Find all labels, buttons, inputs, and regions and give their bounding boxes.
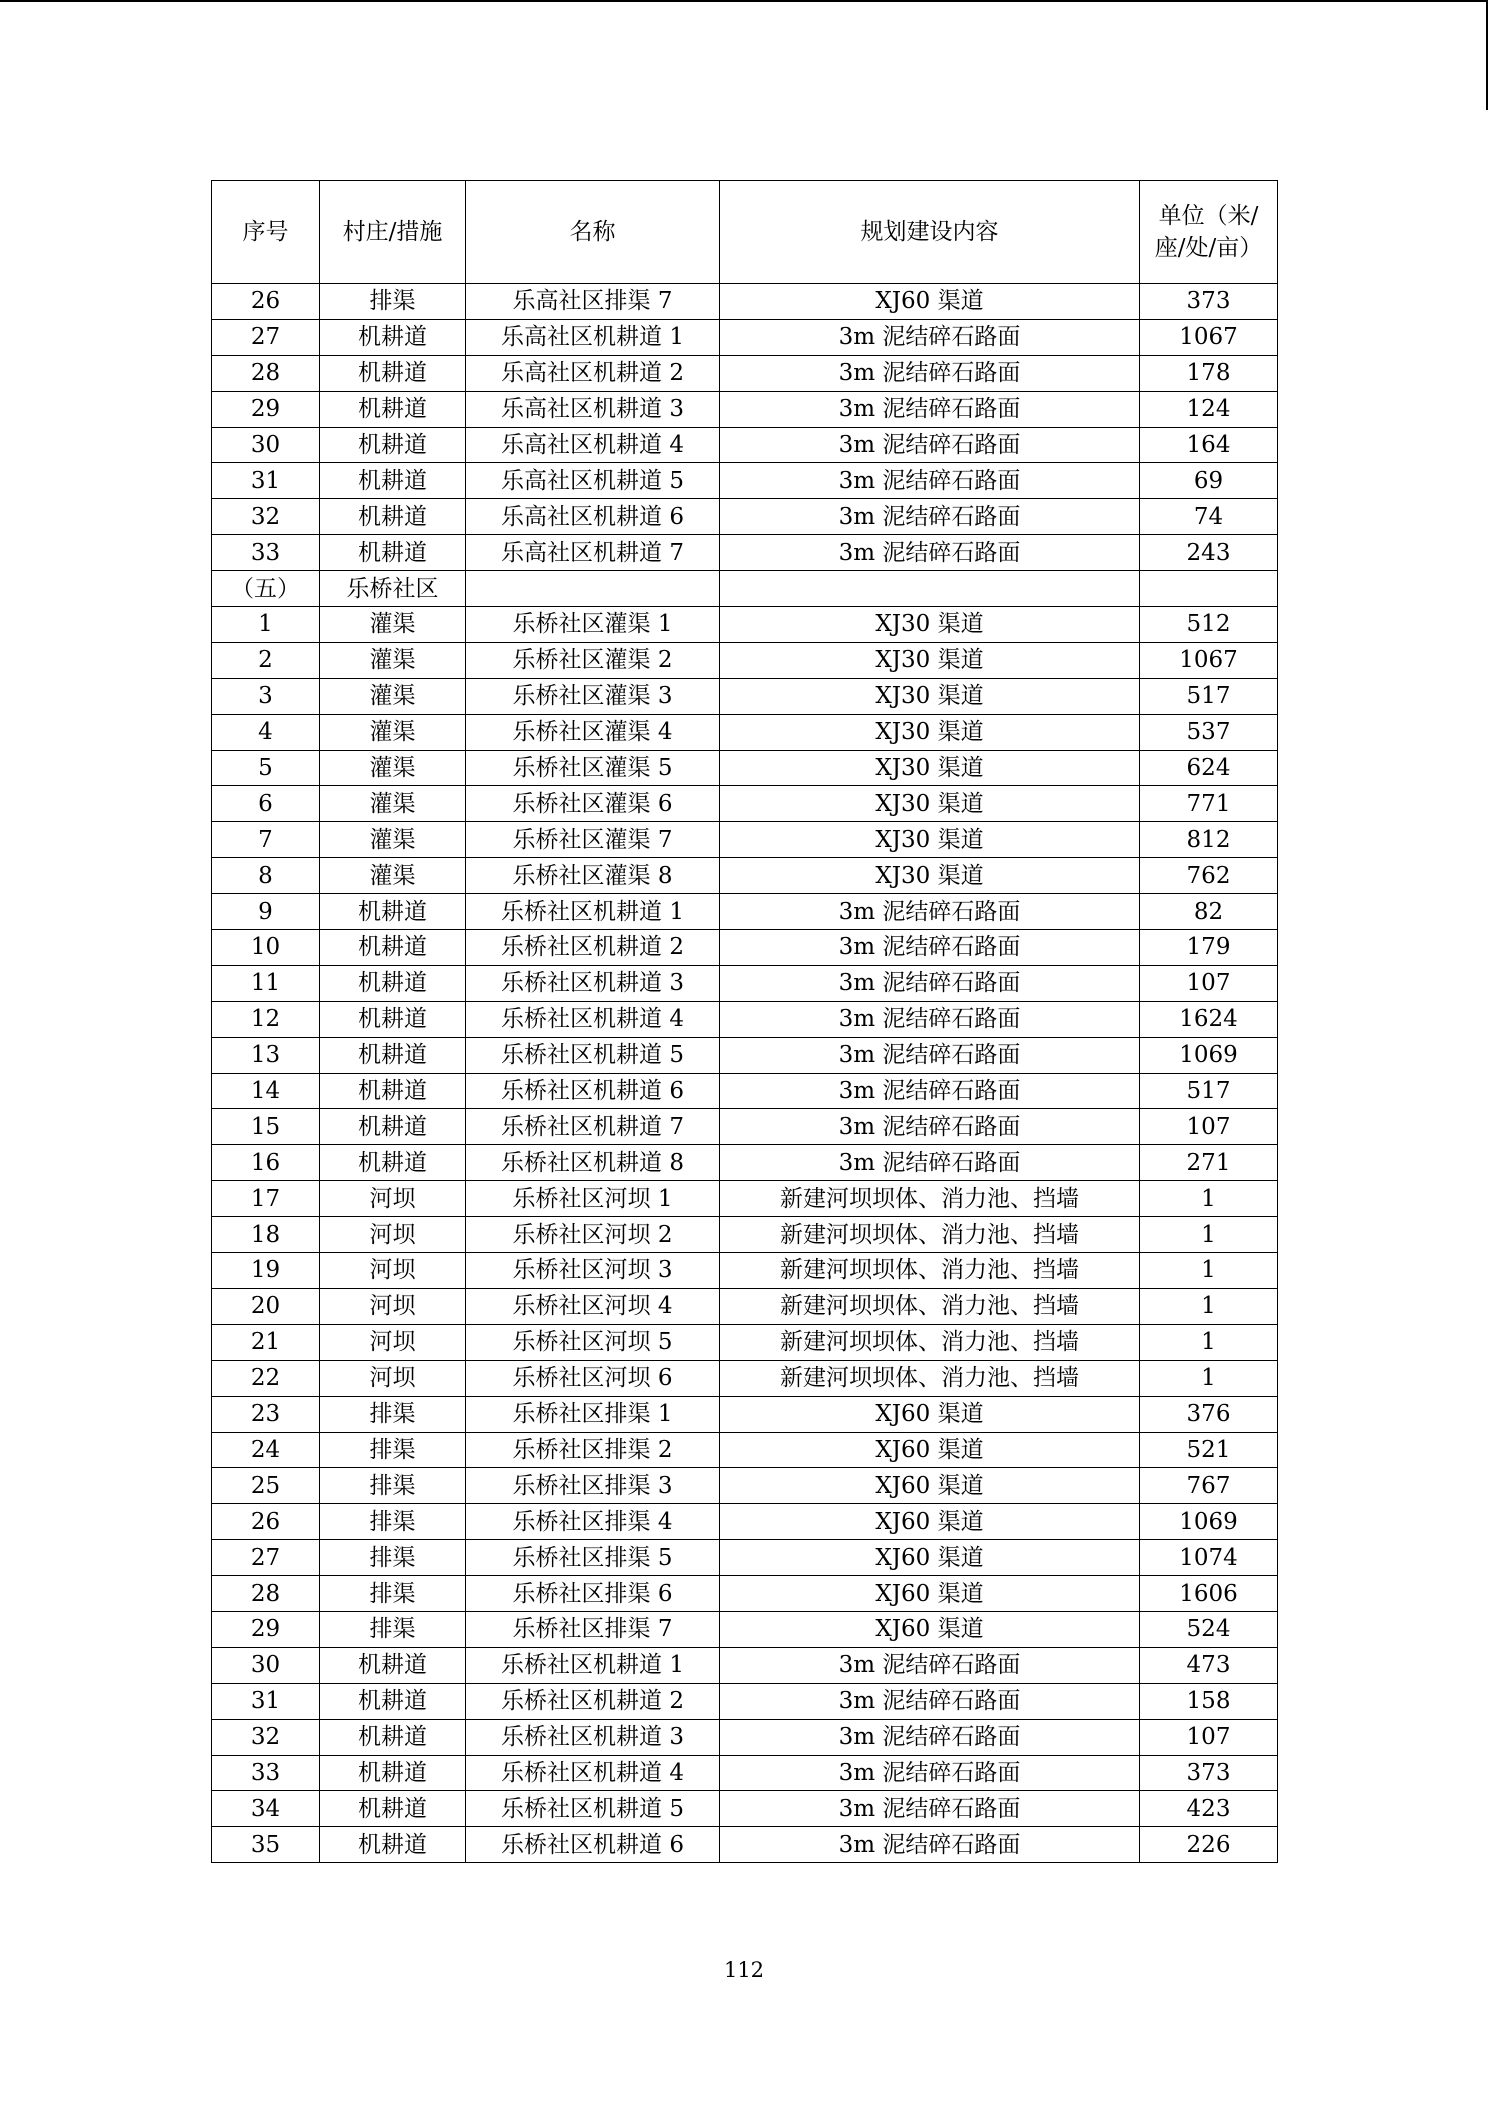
cell-serial: 30 <box>212 427 320 463</box>
cell-content: XJ60 渠道 <box>720 1504 1140 1540</box>
cell-content: 3m 泥结碎石路面 <box>720 391 1140 427</box>
cell-village-measure: 机耕道 <box>320 1755 466 1791</box>
cell-village-measure: 灌渠 <box>320 678 466 714</box>
cell-name: 乐高社区机耕道 7 <box>466 535 720 571</box>
cell-name: 乐桥社区灌渠 6 <box>466 786 720 822</box>
cell-serial: 34 <box>212 1791 320 1827</box>
cell-serial: 28 <box>212 1576 320 1612</box>
cell-name: 乐桥社区机耕道 1 <box>466 894 720 930</box>
cell-name: 乐桥社区机耕道 1 <box>466 1647 720 1683</box>
table-row <box>212 1001 1278 1037</box>
table-row <box>212 678 1278 714</box>
table-row <box>212 355 1278 391</box>
cell-name: 乐桥社区灌渠 3 <box>466 678 720 714</box>
page-number: 112 <box>723 1958 765 1982</box>
table-row <box>212 1288 1278 1324</box>
cell-village-measure: 机耕道 <box>320 463 466 499</box>
cell-village-measure: 机耕道 <box>320 1037 466 1073</box>
cell-serial: 13 <box>212 1037 320 1073</box>
cell-unit: 373 <box>1140 284 1278 320</box>
cell-serial: 35 <box>212 1827 320 1863</box>
cell-serial: 26 <box>212 1504 320 1540</box>
cell-unit: 1 <box>1140 1217 1278 1253</box>
cell-village-measure: 机耕道 <box>320 319 466 355</box>
cell-unit: 767 <box>1140 1468 1278 1504</box>
header-village-measure: 村庄/措施 <box>320 181 466 284</box>
cell-unit: 69 <box>1140 463 1278 499</box>
cell-content: XJ30 渠道 <box>720 607 1140 643</box>
header-unit: 单位（米/座/处/亩） <box>1140 181 1278 284</box>
cell-content: 新建河坝坝体、消力池、挡墙 <box>720 1324 1140 1360</box>
cell-name: 乐桥社区河坝 6 <box>466 1360 720 1396</box>
cell-unit: 1624 <box>1140 1001 1278 1037</box>
cell-village-measure: 机耕道 <box>320 427 466 463</box>
cell-content: 3m 泥结碎石路面 <box>720 535 1140 571</box>
cell-content: XJ60 渠道 <box>720 1432 1140 1468</box>
cell-serial: 2 <box>212 642 320 678</box>
table-row <box>212 284 1278 320</box>
cell-village-measure: 机耕道 <box>320 1827 466 1863</box>
cell-unit: 1067 <box>1140 319 1278 355</box>
cell-content: XJ60 渠道 <box>720 1468 1140 1504</box>
cell-serial: 29 <box>212 1611 320 1647</box>
table-row <box>212 1432 1278 1468</box>
cell-name: 乐桥社区机耕道 4 <box>466 1001 720 1037</box>
cell-unit: 1 <box>1140 1288 1278 1324</box>
cell-unit: 512 <box>1140 607 1278 643</box>
table-row <box>212 1576 1278 1612</box>
cell-unit: 107 <box>1140 1719 1278 1755</box>
cell-serial: 33 <box>212 1755 320 1791</box>
cell-name: 乐高社区机耕道 4 <box>466 427 720 463</box>
cell-village-measure: 排渠 <box>320 1468 466 1504</box>
cell-unit: 271 <box>1140 1145 1278 1181</box>
cell-name: 乐高社区机耕道 1 <box>466 319 720 355</box>
cell-unit: 1069 <box>1140 1037 1278 1073</box>
cell-name: 乐桥社区排渠 4 <box>466 1504 720 1540</box>
cell-content: 3m 泥结碎石路面 <box>720 355 1140 391</box>
cell-serial: 15 <box>212 1109 320 1145</box>
cell-unit: 82 <box>1140 894 1278 930</box>
cell-unit: 762 <box>1140 858 1278 894</box>
cell-village-measure: 机耕道 <box>320 499 466 535</box>
cell-village-measure: 机耕道 <box>320 1683 466 1719</box>
table-row <box>212 1611 1278 1647</box>
cell-unit: 74 <box>1140 499 1278 535</box>
cell-content: XJ30 渠道 <box>720 678 1140 714</box>
table-row <box>212 1073 1278 1109</box>
cell-serial: 20 <box>212 1288 320 1324</box>
cell-serial: 25 <box>212 1468 320 1504</box>
cell-village-measure: 灌渠 <box>320 858 466 894</box>
table-row <box>212 750 1278 786</box>
cell-unit: 524 <box>1140 1611 1278 1647</box>
cell-name: 乐桥社区机耕道 6 <box>466 1073 720 1109</box>
table-row <box>212 463 1278 499</box>
cell-village-measure: 灌渠 <box>320 750 466 786</box>
cell-village-measure: 机耕道 <box>320 1109 466 1145</box>
cell-name: 乐桥社区排渠 3 <box>466 1468 720 1504</box>
cell-serial: 32 <box>212 499 320 535</box>
cell-name: 乐高社区机耕道 6 <box>466 499 720 535</box>
cell-name: 乐桥社区机耕道 5 <box>466 1791 720 1827</box>
cell-unit: 517 <box>1140 1073 1278 1109</box>
cell-unit: 1 <box>1140 1253 1278 1289</box>
cell-name: 乐桥社区排渠 1 <box>466 1396 720 1432</box>
table-row <box>212 391 1278 427</box>
cell-village-measure: 排渠 <box>320 1540 466 1576</box>
cell-name: 乐桥社区河坝 4 <box>466 1288 720 1324</box>
cell-unit: 178 <box>1140 355 1278 391</box>
cell-village-measure: 机耕道 <box>320 1001 466 1037</box>
cell-content <box>720 571 1140 607</box>
table-body <box>212 284 1278 1863</box>
cell-village-measure: 机耕道 <box>320 1791 466 1827</box>
cell-content: XJ60 渠道 <box>720 284 1140 320</box>
cell-name: 乐桥社区排渠 7 <box>466 1611 720 1647</box>
cell-name: 乐桥社区机耕道 3 <box>466 965 720 1001</box>
cell-serial: 27 <box>212 1540 320 1576</box>
cell-village-measure: 机耕道 <box>320 1073 466 1109</box>
cell-content: XJ30 渠道 <box>720 822 1140 858</box>
cell-village-measure: 机耕道 <box>320 1647 466 1683</box>
cell-village-measure: 机耕道 <box>320 930 466 966</box>
cell-serial: 33 <box>212 535 320 571</box>
cell-village-measure: 机耕道 <box>320 965 466 1001</box>
cell-unit: 1067 <box>1140 642 1278 678</box>
table-row <box>212 965 1278 1001</box>
cell-content: 3m 泥结碎石路面 <box>720 1001 1140 1037</box>
cell-serial: 1 <box>212 607 320 643</box>
cell-village-measure: 灌渠 <box>320 714 466 750</box>
cell-content: 3m 泥结碎石路面 <box>720 1755 1140 1791</box>
cell-name: 乐桥社区河坝 2 <box>466 1217 720 1253</box>
header-content: 规划建设内容 <box>720 181 1140 284</box>
cell-unit: 1 <box>1140 1324 1278 1360</box>
cell-serial: 27 <box>212 319 320 355</box>
cell-content: 3m 泥结碎石路面 <box>720 1791 1140 1827</box>
table-row <box>212 1037 1278 1073</box>
cell-name: 乐桥社区河坝 1 <box>466 1181 720 1217</box>
cell-village-measure: 排渠 <box>320 1432 466 1468</box>
table-row <box>212 894 1278 930</box>
table-row <box>212 930 1278 966</box>
cell-village-measure: 河坝 <box>320 1360 466 1396</box>
cell-content: XJ60 渠道 <box>720 1540 1140 1576</box>
cell-village-measure: 机耕道 <box>320 355 466 391</box>
table-row <box>212 714 1278 750</box>
cell-name: 乐桥社区机耕道 6 <box>466 1827 720 1863</box>
cell-serial: 23 <box>212 1396 320 1432</box>
cell-name: 乐桥社区灌渠 8 <box>466 858 720 894</box>
cell-name: 乐高社区机耕道 2 <box>466 355 720 391</box>
table-row <box>212 319 1278 355</box>
cell-name: 乐桥社区机耕道 7 <box>466 1109 720 1145</box>
cell-content: 3m 泥结碎石路面 <box>720 1037 1140 1073</box>
table-row <box>212 786 1278 822</box>
table-row <box>212 499 1278 535</box>
cell-unit: 1 <box>1140 1181 1278 1217</box>
cell-unit: 1074 <box>1140 1540 1278 1576</box>
table-row <box>212 1396 1278 1432</box>
cell-content: 3m 泥结碎石路面 <box>720 1145 1140 1181</box>
table-row <box>212 1181 1278 1217</box>
cell-village-measure: 排渠 <box>320 1611 466 1647</box>
cell-content: 3m 泥结碎石路面 <box>720 1683 1140 1719</box>
cell-village-measure: 机耕道 <box>320 535 466 571</box>
cell-unit: 158 <box>1140 1683 1278 1719</box>
cell-serial: 3 <box>212 678 320 714</box>
table-row <box>212 1468 1278 1504</box>
cell-unit: 537 <box>1140 714 1278 750</box>
cell-content: XJ30 渠道 <box>720 750 1140 786</box>
cell-name: 乐桥社区机耕道 4 <box>466 1755 720 1791</box>
cell-serial: 7 <box>212 822 320 858</box>
cell-content: 新建河坝坝体、消力池、挡墙 <box>720 1288 1140 1324</box>
cell-content: XJ60 渠道 <box>720 1396 1140 1432</box>
cell-name: 乐桥社区机耕道 2 <box>466 1683 720 1719</box>
cell-serial: 31 <box>212 1683 320 1719</box>
cell-name: 乐高社区机耕道 5 <box>466 463 720 499</box>
cell-unit: 243 <box>1140 535 1278 571</box>
cell-village-measure: 排渠 <box>320 1504 466 1540</box>
cell-name: 乐桥社区机耕道 3 <box>466 1719 720 1755</box>
cell-village-measure: 乐桥社区 <box>320 571 466 607</box>
cell-village-measure: 灌渠 <box>320 822 466 858</box>
cell-unit <box>1140 571 1278 607</box>
cell-village-measure: 机耕道 <box>320 1145 466 1181</box>
table-row <box>212 1504 1278 1540</box>
cell-village-measure: 河坝 <box>320 1181 466 1217</box>
cell-serial: 16 <box>212 1145 320 1181</box>
cell-village-measure: 河坝 <box>320 1324 466 1360</box>
cell-serial: 24 <box>212 1432 320 1468</box>
page-top-border <box>0 0 1488 2</box>
cell-name: 乐桥社区机耕道 5 <box>466 1037 720 1073</box>
cell-village-measure: 排渠 <box>320 1396 466 1432</box>
cell-content: 新建河坝坝体、消力池、挡墙 <box>720 1217 1140 1253</box>
table-row <box>212 1755 1278 1791</box>
table-row <box>212 535 1278 571</box>
cell-name: 乐桥社区机耕道 2 <box>466 930 720 966</box>
cell-content: XJ30 渠道 <box>720 714 1140 750</box>
cell-serial: 5 <box>212 750 320 786</box>
cell-unit: 179 <box>1140 930 1278 966</box>
table-row <box>212 1683 1278 1719</box>
cell-content: XJ30 渠道 <box>720 858 1140 894</box>
cell-unit: 164 <box>1140 427 1278 463</box>
cell-serial: 29 <box>212 391 320 427</box>
cell-name: 乐桥社区排渠 2 <box>466 1432 720 1468</box>
cell-name: 乐桥社区河坝 3 <box>466 1253 720 1289</box>
cell-serial: 14 <box>212 1073 320 1109</box>
cell-village-measure: 灌渠 <box>320 607 466 643</box>
cell-name: 乐桥社区灌渠 2 <box>466 642 720 678</box>
cell-serial: 8 <box>212 858 320 894</box>
table-row <box>212 1145 1278 1181</box>
cell-content: 3m 泥结碎石路面 <box>720 427 1140 463</box>
cell-content: XJ60 渠道 <box>720 1611 1140 1647</box>
cell-serial: 10 <box>212 930 320 966</box>
cell-serial: 17 <box>212 1181 320 1217</box>
cell-unit: 373 <box>1140 1755 1278 1791</box>
cell-unit: 517 <box>1140 678 1278 714</box>
cell-serial: 11 <box>212 965 320 1001</box>
cell-serial: 6 <box>212 786 320 822</box>
table-row <box>212 1827 1278 1863</box>
cell-village-measure: 灌渠 <box>320 786 466 822</box>
cell-serial: 4 <box>212 714 320 750</box>
cell-content: 3m 泥结碎石路面 <box>720 463 1140 499</box>
table-row <box>212 858 1278 894</box>
cell-serial: 30 <box>212 1647 320 1683</box>
cell-serial: 26 <box>212 284 320 320</box>
cell-village-measure: 机耕道 <box>320 1719 466 1755</box>
cell-serial: 32 <box>212 1719 320 1755</box>
cell-unit: 226 <box>1140 1827 1278 1863</box>
cell-name: 乐桥社区排渠 6 <box>466 1576 720 1612</box>
cell-serial: 9 <box>212 894 320 930</box>
cell-content: 3m 泥结碎石路面 <box>720 894 1140 930</box>
cell-content: XJ30 渠道 <box>720 786 1140 822</box>
table-row <box>212 1540 1278 1576</box>
cell-serial: 28 <box>212 355 320 391</box>
cell-name: 乐高社区排渠 7 <box>466 284 720 320</box>
cell-unit: 423 <box>1140 1791 1278 1827</box>
cell-unit: 473 <box>1140 1647 1278 1683</box>
cell-serial: 22 <box>212 1360 320 1396</box>
cell-name: 乐桥社区灌渠 1 <box>466 607 720 643</box>
cell-name <box>466 571 720 607</box>
cell-name: 乐高社区机耕道 3 <box>466 391 720 427</box>
cell-village-measure: 河坝 <box>320 1217 466 1253</box>
cell-content: 新建河坝坝体、消力池、挡墙 <box>720 1253 1140 1289</box>
cell-content: 3m 泥结碎石路面 <box>720 1827 1140 1863</box>
table-row <box>212 822 1278 858</box>
cell-serial: 21 <box>212 1324 320 1360</box>
cell-unit: 376 <box>1140 1396 1278 1432</box>
cell-unit: 1069 <box>1140 1504 1278 1540</box>
table-row <box>212 1791 1278 1827</box>
cell-name: 乐桥社区河坝 5 <box>466 1324 720 1360</box>
cell-content: 3m 泥结碎石路面 <box>720 1109 1140 1145</box>
cell-village-measure: 排渠 <box>320 284 466 320</box>
cell-name: 乐桥社区灌渠 5 <box>466 750 720 786</box>
cell-content: 新建河坝坝体、消力池、挡墙 <box>720 1181 1140 1217</box>
cell-name: 乐桥社区灌渠 7 <box>466 822 720 858</box>
header-name: 名称 <box>466 181 720 284</box>
cell-village-measure: 河坝 <box>320 1253 466 1289</box>
cell-village-measure: 机耕道 <box>320 391 466 427</box>
header-serial: 序号 <box>212 181 320 284</box>
cell-content: 3m 泥结碎石路面 <box>720 1719 1140 1755</box>
cell-village-measure: 排渠 <box>320 1576 466 1612</box>
table-row <box>212 1719 1278 1755</box>
cell-serial: 19 <box>212 1253 320 1289</box>
cell-unit: 124 <box>1140 391 1278 427</box>
cell-content: 3m 泥结碎石路面 <box>720 1073 1140 1109</box>
cell-content: 新建河坝坝体、消力池、挡墙 <box>720 1360 1140 1396</box>
cell-unit: 771 <box>1140 786 1278 822</box>
cell-content: 3m 泥结碎石路面 <box>720 499 1140 535</box>
cell-content: XJ60 渠道 <box>720 1576 1140 1612</box>
table-row <box>212 1217 1278 1253</box>
table-row <box>212 571 1278 607</box>
header-row <box>212 181 1278 284</box>
cell-content: 3m 泥结碎石路面 <box>720 1647 1140 1683</box>
cell-unit: 107 <box>1140 1109 1278 1145</box>
cell-serial: 12 <box>212 1001 320 1037</box>
cell-name: 乐桥社区排渠 5 <box>466 1540 720 1576</box>
table-row <box>212 1324 1278 1360</box>
cell-unit: 1606 <box>1140 1576 1278 1612</box>
cell-content: 3m 泥结碎石路面 <box>720 319 1140 355</box>
planning-table <box>211 180 1278 1863</box>
cell-name: 乐桥社区灌渠 4 <box>466 714 720 750</box>
cell-content: 3m 泥结碎石路面 <box>720 930 1140 966</box>
table-row <box>212 1360 1278 1396</box>
cell-serial: 31 <box>212 463 320 499</box>
cell-unit: 1 <box>1140 1360 1278 1396</box>
cell-village-measure: 河坝 <box>320 1288 466 1324</box>
cell-serial: 18 <box>212 1217 320 1253</box>
cell-name: 乐桥社区机耕道 8 <box>466 1145 720 1181</box>
table-row <box>212 642 1278 678</box>
table-row <box>212 1253 1278 1289</box>
cell-unit: 521 <box>1140 1432 1278 1468</box>
table-row <box>212 427 1278 463</box>
table-row <box>212 607 1278 643</box>
table-row <box>212 1647 1278 1683</box>
cell-unit: 107 <box>1140 965 1278 1001</box>
cell-content: XJ30 渠道 <box>720 642 1140 678</box>
cell-village-measure: 机耕道 <box>320 894 466 930</box>
cell-village-measure: 灌渠 <box>320 642 466 678</box>
cell-serial: （五） <box>212 571 320 607</box>
cell-unit: 812 <box>1140 822 1278 858</box>
table-row <box>212 1109 1278 1145</box>
cell-content: 3m 泥结碎石路面 <box>720 965 1140 1001</box>
cell-unit: 624 <box>1140 750 1278 786</box>
